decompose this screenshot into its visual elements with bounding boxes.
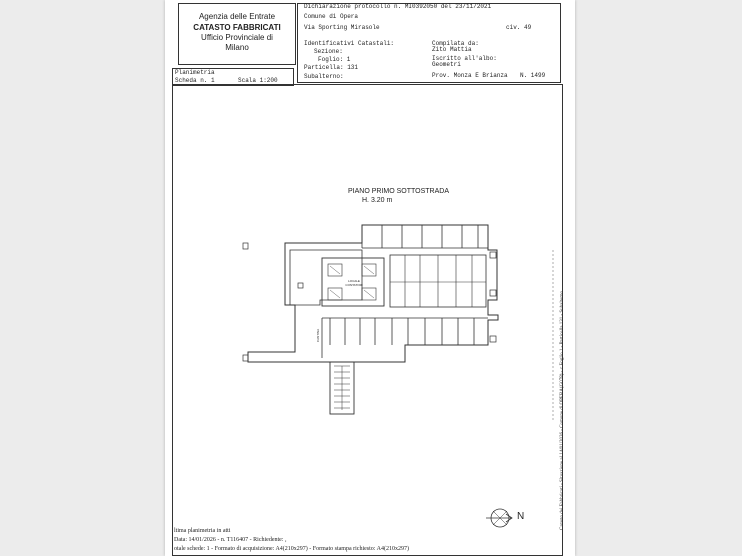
compilata-label: Compilata da: bbox=[432, 40, 479, 47]
iscritto-label: Iscritto all'albo: bbox=[432, 55, 497, 62]
civ-text: civ. 49 bbox=[506, 24, 532, 31]
north-arrow bbox=[486, 509, 512, 527]
via-text: Via Sporting Mirasole bbox=[304, 24, 380, 31]
bottom-cellars bbox=[322, 318, 488, 345]
top-cellars bbox=[362, 225, 488, 248]
scala-text: Scala 1:200 bbox=[238, 77, 278, 84]
agency-line3: Ufficio Provinciale di bbox=[201, 33, 273, 42]
agency-line1: Agenzia delle Entrate bbox=[198, 12, 276, 21]
sezione-text: Sezione: bbox=[314, 48, 343, 55]
outer-walls bbox=[248, 225, 498, 362]
compilata-name: Zito Mattia bbox=[432, 46, 472, 53]
side-text: Catasto dei Fabbricati - Situazione al 14/01/2026 - Comune di OPERA(G078) - < Foglio 1 - Particella 131 - Subalterno bbox=[560, 290, 565, 530]
scheda-text: Scheda n. 1 bbox=[175, 77, 215, 84]
prov-text: Prov. Monza E Brianza bbox=[432, 72, 508, 79]
foglio-text: Foglio: 1 bbox=[318, 56, 351, 63]
subalterno-text: Subalterno: bbox=[304, 73, 344, 80]
particella-text: Particella: 131 bbox=[304, 64, 359, 71]
footer-line3: otale schede: 1 - Formato di acquisizione: A4(210x297) - Formato stampa richiesto: A4(210x297) bbox=[174, 546, 409, 552]
protocol-text: Dichiarazione protocollo n. MI0392050 del 23/11/2021 bbox=[304, 3, 492, 10]
iscritto-value: Geometri bbox=[432, 61, 461, 68]
corridor-label: CANTINA bbox=[316, 328, 320, 342]
plan-height: H. 3.20 m bbox=[362, 197, 393, 204]
planimetria-label: Planimetria bbox=[175, 69, 215, 76]
agency-line4: Milano bbox=[225, 43, 249, 52]
plan-title: PIANO PRIMO SOTTOSTRADA bbox=[348, 188, 449, 195]
agency-line2: CATASTO FABBRICATI bbox=[193, 23, 281, 32]
comune-text: Comune di Opera bbox=[304, 13, 359, 20]
numero-text: N. 1499 bbox=[520, 72, 546, 79]
room-label: LOCALE CONTATORI bbox=[345, 279, 363, 287]
id-catastali-label: Identificativi Catastali: bbox=[304, 40, 395, 47]
footer-line2: Data: 14/01/2026 - n. T116407 - Richiedente: , bbox=[174, 537, 287, 543]
north-label: N bbox=[517, 511, 525, 522]
footer-line1: ltima planimetria in atti bbox=[174, 528, 231, 534]
